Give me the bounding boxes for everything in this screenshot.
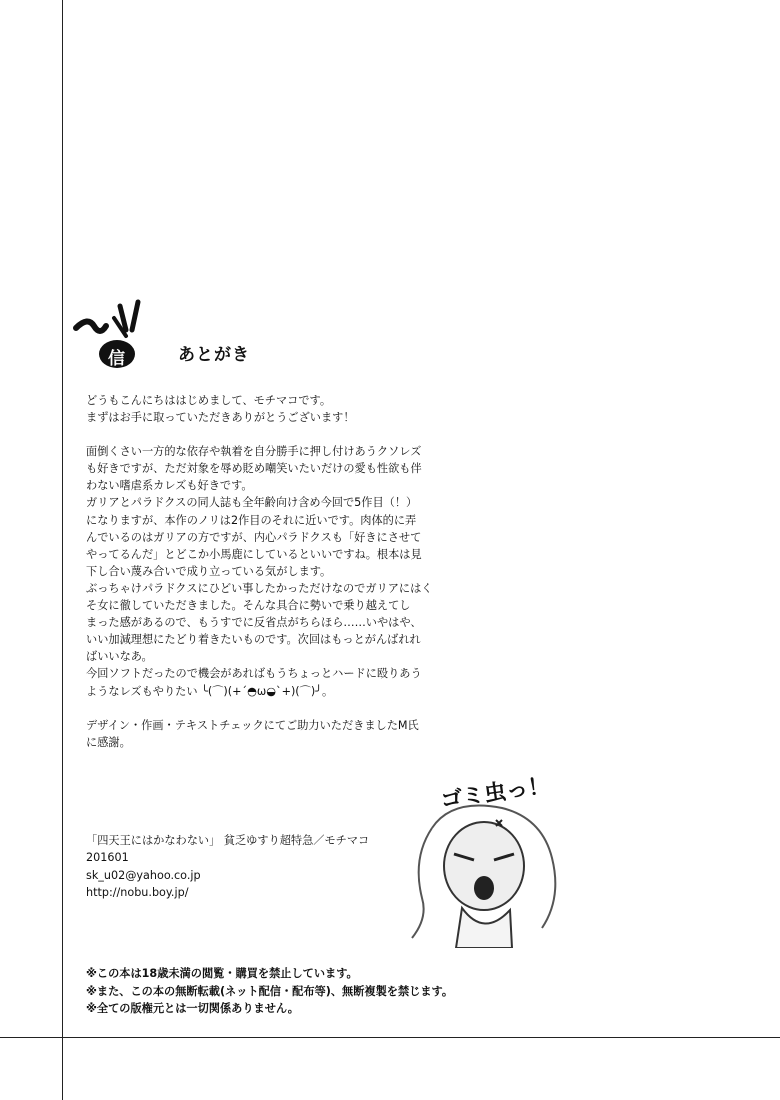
body-line (86, 700, 486, 717)
heading-char-icon: 信 (108, 349, 125, 369)
page-vertical-rule (62, 0, 63, 1100)
page-horizontal-rule (0, 1037, 780, 1038)
body-line: デザイン・作画・テキストチェックにてご助力いただきましたM氏 (86, 718, 419, 732)
body-line: ぶっちゃけパラドクスにひどい事したかっただけなのでガリアにはく (86, 581, 433, 595)
body-line: になりますが、本作のノリは2作目のそれに近いです。肉体的に弄 (86, 513, 417, 527)
colophon (86, 832, 369, 902)
body-line: 下し合い蔑み合いで成り立っている気がします。 (86, 564, 332, 578)
body-line: まずはお手に取っていただきありがとうございます！ (86, 411, 355, 425)
body-line (86, 426, 486, 443)
body-line: 面倒くさい一方的な依存や執着を自分勝手に押し付けあうクソレズ (86, 445, 422, 459)
afterword-body (86, 392, 486, 751)
body-line: そ女に徹していただきました。そんな具合に勢いで乗り越えてし (86, 599, 411, 613)
illustration-caption: ゴミ虫っ！ (439, 773, 552, 814)
notice-line: ※全ての版権元とは一切関係ありません。 (86, 1002, 299, 1016)
body-line: も好きですが、ただ対象を辱め貶め嘲笑いたいだけの愛も性欲も伴 (86, 462, 422, 476)
notice-line: ※この本は18歳未満の閲覧・購買を禁止しています。 (86, 967, 358, 980)
colophon-email[interactable]: sk_u02@yahoo.co.jp (86, 868, 201, 882)
body-line: やってるんだ」とどこか小馬鹿にしているといいですね。根本は見 (86, 547, 422, 561)
afterword-heading (70, 296, 290, 376)
body-line: ばいいなあ。 (86, 650, 153, 664)
colophon-url[interactable]: http://nobu.boy.jp/ (86, 886, 189, 900)
body-line: に感謝。 (86, 735, 131, 749)
body-line: わない嗜虐系カレズも好きです。 (86, 479, 253, 493)
bunny-ears-icon (70, 296, 180, 376)
body-line: いい加減理想にたどり着きたいものです。次回はもっとがんばれれ (86, 633, 421, 647)
colophon-title: 「四天王にはかなわない」 貧乏ゆすり超特急／モチマコ (86, 834, 370, 847)
body-line: んでいるのはガリアの方ですが、内心パラドクスも「好きにさせて (86, 530, 422, 544)
body-line: どうもこんにちははじめまして、モチマコです。 (86, 394, 332, 407)
body-line: ガリアとパラドクスの同人誌も全年齢向け含め今回で5作目（！） (86, 496, 418, 510)
body-line: まった感があるので、もうすでに反省点がちらほら……いやはや、 (86, 616, 422, 630)
body-line: ようなレズもやりたい ╰(⌒)(+´◓ω◒`+)(⌒)╯。 (86, 684, 334, 698)
legal-notices (86, 965, 453, 1018)
afterword-title: あとがき (178, 345, 250, 365)
body-line: 今回ソフトだったので機会があればもうちょっとハードに殴りあう (86, 667, 422, 681)
colophon-date: 201601 (86, 851, 129, 865)
notice-line: ※また、この本の無断転載(ネット配信・配布等)、無断複製を禁じます。 (86, 984, 454, 998)
